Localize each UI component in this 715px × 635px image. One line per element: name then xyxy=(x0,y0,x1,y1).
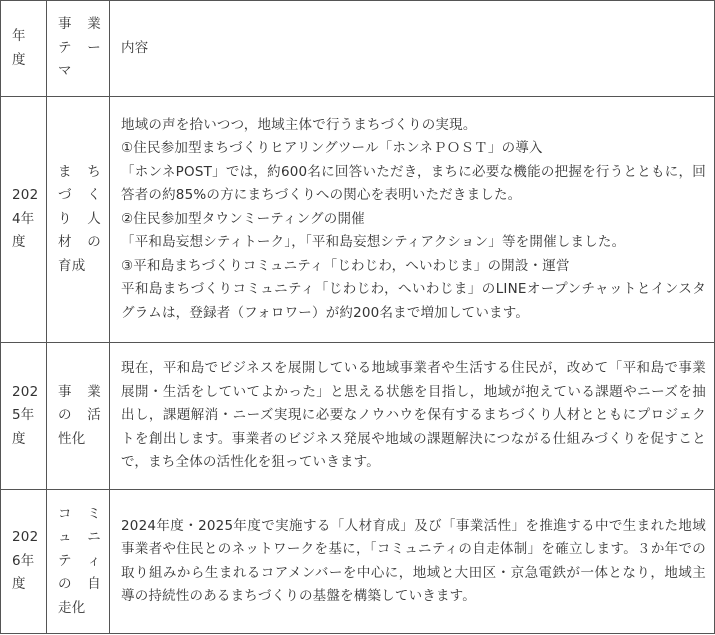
content-cell xyxy=(110,490,715,634)
table-row xyxy=(1,490,715,634)
theme-char: 自 xyxy=(87,576,101,593)
year-cell xyxy=(1,490,47,634)
theme-char: ュ xyxy=(58,529,72,546)
theme-cell xyxy=(47,97,110,343)
theme-last-line: 走化 xyxy=(58,599,86,616)
theme-char: 人 xyxy=(87,210,101,227)
content-line: 「ホンネPOST」では，約600名に回答いただき，まちに必要な機能の把握を行うとともに，回答者の約85%の方にまちづくりへの関心を表明いただきました。 xyxy=(121,163,706,204)
theme-char: 活 xyxy=(87,407,101,424)
header-theme-char: ー xyxy=(87,39,101,56)
theme-char: ち xyxy=(87,163,101,180)
content-line: ②住民参加型タウンミーティングの開催 xyxy=(121,210,365,227)
content-cell xyxy=(110,343,715,490)
year-line: 6年 xyxy=(12,552,35,569)
theme-cell xyxy=(47,490,110,634)
content-cell xyxy=(110,97,715,343)
theme-last-line: 育成 xyxy=(58,257,86,274)
header-theme-char: マ xyxy=(58,63,72,80)
header-year-line: 年 xyxy=(12,28,26,44)
theme-last-line: 性化 xyxy=(58,430,86,447)
content-line: 平和島まちづくりコミュニティ「じわじわ，へいわじま」のLINEオープンチャットとインスタグラムは，登録者（フォロワー）が約200名まで増加しています。 xyxy=(121,281,706,321)
theme-char: 業 xyxy=(87,383,101,400)
theme-char: テ xyxy=(58,552,72,569)
year-line: 5年 xyxy=(12,407,35,424)
header-theme-char: テ xyxy=(58,39,72,56)
header-content-cell xyxy=(110,1,715,97)
year-line: 202 xyxy=(12,383,39,400)
theme-cell xyxy=(47,343,110,490)
theme-char: ミ xyxy=(87,505,101,522)
header-theme-char: 業 xyxy=(87,16,101,33)
header-row xyxy=(1,1,715,97)
theme-char: ィ xyxy=(87,552,101,569)
header-theme-char: 事 xyxy=(58,16,72,33)
header-content-label: 内容 xyxy=(121,39,149,56)
content-line: ③平和島まちづくりコミュニティ「じわじわ，へいわじま」の開設・運営 xyxy=(121,257,570,274)
theme-char: り xyxy=(58,210,72,227)
theme-char: コ xyxy=(58,505,72,522)
table-row xyxy=(1,97,715,343)
theme-char: 事 xyxy=(58,383,72,400)
header-year-line: 度 xyxy=(12,51,26,68)
year-line: 度 xyxy=(12,576,26,593)
year-cell xyxy=(1,343,47,490)
theme-char: の xyxy=(58,576,72,593)
content-line: 2024年度・2025年度で実施する「人材育成」及び「事業活性」を推進する中で生まれた地域事業者や住民とのネットワークを基に，「コミュニティの自走体制」を確立します。３か年での取り組みから生まれるコアメンバーを中心に，地域と大田区・京急電鉄が一体となり，地域主導の持続性のあるまちづくりの基盤を構築していきます。 xyxy=(121,517,706,604)
content-line: 地域の声を拾いつつ，地域主体で行うまちづくりの実現。 xyxy=(121,116,477,133)
content-line: ①住民参加型まちづくりヒアリングツール「ホンネＰＯＳＴ」の導入 xyxy=(121,140,543,157)
year-line: 度 xyxy=(12,430,26,447)
year-cell xyxy=(1,97,47,343)
theme-char: く xyxy=(87,187,101,204)
content-line: 「平和島妄想シティトーク」，「平和島妄想シティアクション」等を開催しました。 xyxy=(121,234,626,251)
table-row xyxy=(1,343,715,490)
year-line: 202 xyxy=(12,529,39,546)
theme-char: ニ xyxy=(87,529,101,546)
year-line: 4年 xyxy=(12,210,35,227)
theme-char: の xyxy=(87,234,101,251)
theme-char: づ xyxy=(58,187,72,204)
content-line: 現在，平和島でビジネスを展開している地域事業者や生活する住民が，改めて「平和島で事業展開・生活をしていてよかった」と思える状態を目指し，地域が抱えている課題やニーズを抽出し，課題解消・ニーズ実現に必要なノウハウを保有するまちづくり人材とともにプロジェクトを創出します。事業者のビジネス発展や地域の課題解決につながる仕組みづくりを促すことで，まち全体の活性化を狙っていきます。 xyxy=(121,360,706,471)
header-year-cell xyxy=(1,1,47,97)
year-line: 度 xyxy=(12,234,26,251)
theme-char: 材 xyxy=(58,234,72,251)
header-theme-cell xyxy=(47,1,110,97)
theme-char: ま xyxy=(58,163,72,180)
year-line: 202 xyxy=(12,187,39,204)
theme-char: の xyxy=(58,407,72,424)
